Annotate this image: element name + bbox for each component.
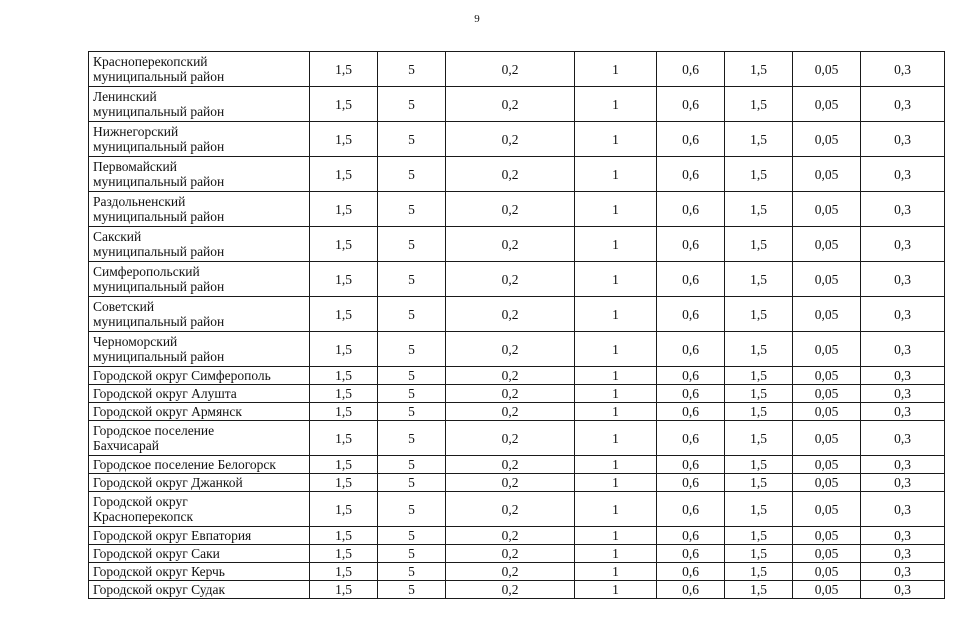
- value-cell-col-8: 0,3: [861, 492, 945, 527]
- value-cell-col-2: 5: [378, 297, 446, 332]
- table-row: [89, 297, 945, 332]
- value-cell-col-6: 1,5: [725, 421, 793, 456]
- value-cell-col-5: 0,6: [657, 527, 725, 545]
- value-cell-col-6: 1,5: [725, 545, 793, 563]
- value-cell-col-2: 5: [378, 87, 446, 122]
- value-cell-col-8: 0,3: [861, 332, 945, 367]
- value-cell-col-4: 1: [575, 297, 657, 332]
- value-cell-col-7: 0,05: [793, 403, 861, 421]
- value-cell-col-4: 1: [575, 527, 657, 545]
- territory-name-cell: [89, 332, 310, 367]
- table-row: [89, 421, 945, 456]
- value-cell-col-1: 1,5: [310, 581, 378, 599]
- value-cell-col-7: 0,05: [793, 297, 861, 332]
- value-cell-col-1: 1,5: [310, 262, 378, 297]
- territory-name-line: муниципальный район: [93, 244, 225, 259]
- value-cell-col-2: 5: [378, 122, 446, 157]
- territory-name-cell: [89, 52, 310, 87]
- territory-name-cell: [89, 545, 310, 563]
- value-cell-col-2: 5: [378, 527, 446, 545]
- value-cell-col-5: 0,6: [657, 385, 725, 403]
- value-cell-col-3: 0,2: [446, 87, 575, 122]
- value-cell-col-4: 1: [575, 545, 657, 563]
- value-cell-col-6: 1,5: [725, 52, 793, 87]
- territory-name-cell: [89, 297, 310, 332]
- table-row: [89, 87, 945, 122]
- territory-name-cell: [89, 122, 310, 157]
- value-cell-col-7: 0,05: [793, 456, 861, 474]
- territory-name-cell: [89, 227, 310, 262]
- value-cell-col-5: 0,6: [657, 122, 725, 157]
- value-cell-col-4: 1: [575, 87, 657, 122]
- value-cell-col-6: 1,5: [725, 297, 793, 332]
- value-cell-col-3: 0,2: [446, 474, 575, 492]
- territory-name-line: Первомайский: [93, 159, 177, 174]
- territory-name-cell: [89, 157, 310, 192]
- value-cell-col-3: 0,2: [446, 227, 575, 262]
- value-cell-col-6: 1,5: [725, 87, 793, 122]
- value-cell-col-4: 1: [575, 492, 657, 527]
- value-cell-col-7: 0,05: [793, 52, 861, 87]
- value-cell-col-5: 0,6: [657, 581, 725, 599]
- value-cell-col-7: 0,05: [793, 492, 861, 527]
- table-row: [89, 52, 945, 87]
- value-cell-col-7: 0,05: [793, 192, 861, 227]
- value-cell-col-7: 0,05: [793, 581, 861, 599]
- value-cell-col-2: 5: [378, 474, 446, 492]
- value-cell-col-4: 1: [575, 385, 657, 403]
- territory-name-cell: [89, 421, 310, 456]
- value-cell-col-2: 5: [378, 545, 446, 563]
- value-cell-col-5: 0,6: [657, 157, 725, 192]
- value-cell-col-4: 1: [575, 192, 657, 227]
- value-cell-col-4: 1: [575, 262, 657, 297]
- value-cell-col-8: 0,3: [861, 122, 945, 157]
- value-cell-col-3: 0,2: [446, 456, 575, 474]
- value-cell-col-3: 0,2: [446, 403, 575, 421]
- value-cell-col-7: 0,05: [793, 227, 861, 262]
- value-cell-col-4: 1: [575, 122, 657, 157]
- value-cell-col-8: 0,3: [861, 403, 945, 421]
- territory-name-line: Симферопольский: [93, 264, 200, 279]
- value-cell-col-8: 0,3: [861, 456, 945, 474]
- value-cell-col-7: 0,05: [793, 385, 861, 403]
- value-cell-col-1: 1,5: [310, 192, 378, 227]
- value-cell-col-3: 0,2: [446, 527, 575, 545]
- territory-name-line: Городское поселение: [93, 423, 215, 438]
- value-cell-col-4: 1: [575, 52, 657, 87]
- value-cell-col-6: 1,5: [725, 527, 793, 545]
- territory-name-line: муниципальный район: [93, 279, 225, 294]
- value-cell-col-1: 1,5: [310, 87, 378, 122]
- value-cell-col-5: 0,6: [657, 456, 725, 474]
- value-cell-col-1: 1,5: [310, 545, 378, 563]
- value-cell-col-4: 1: [575, 332, 657, 367]
- territory-name-cell: [89, 262, 310, 297]
- territory-name-line: Городской округ Симферополь: [93, 368, 271, 383]
- value-cell-col-6: 1,5: [725, 122, 793, 157]
- value-cell-col-2: 5: [378, 192, 446, 227]
- value-cell-col-3: 0,2: [446, 297, 575, 332]
- territory-name-line: Бахчисарай: [93, 438, 159, 453]
- value-cell-col-7: 0,05: [793, 527, 861, 545]
- value-cell-col-5: 0,6: [657, 52, 725, 87]
- value-cell-col-2: 5: [378, 563, 446, 581]
- value-cell-col-6: 1,5: [725, 474, 793, 492]
- table-row: [89, 367, 945, 385]
- value-cell-col-7: 0,05: [793, 421, 861, 456]
- value-cell-col-6: 1,5: [725, 492, 793, 527]
- value-cell-col-8: 0,3: [861, 87, 945, 122]
- value-cell-col-1: 1,5: [310, 385, 378, 403]
- table-row: [89, 492, 945, 527]
- territory-name-cell: [89, 192, 310, 227]
- value-cell-col-7: 0,05: [793, 122, 861, 157]
- territory-name-line: Городской округ Керчь: [93, 564, 225, 579]
- territory-name-line: муниципальный район: [93, 139, 225, 154]
- territory-name-line: Красноперекопский: [93, 54, 208, 69]
- territory-name-line: Городской округ Армянск: [93, 404, 242, 419]
- value-cell-col-1: 1,5: [310, 122, 378, 157]
- value-cell-col-2: 5: [378, 157, 446, 192]
- territory-name-line: Красноперекопск: [93, 509, 194, 524]
- table-row: [89, 122, 945, 157]
- territory-name-cell: [89, 474, 310, 492]
- territory-name-cell: [89, 527, 310, 545]
- territory-name-line: Советский: [93, 299, 155, 314]
- table-row: [89, 262, 945, 297]
- territory-name-line: Городской округ Судак: [93, 582, 226, 597]
- value-cell-col-8: 0,3: [861, 545, 945, 563]
- value-cell-col-8: 0,3: [861, 421, 945, 456]
- table-row: [89, 563, 945, 581]
- value-cell-col-4: 1: [575, 367, 657, 385]
- value-cell-col-6: 1,5: [725, 157, 793, 192]
- value-cell-col-1: 1,5: [310, 367, 378, 385]
- value-cell-col-1: 1,5: [310, 403, 378, 421]
- value-cell-col-3: 0,2: [446, 367, 575, 385]
- territory-name-line: Нижнегорский: [93, 124, 179, 139]
- territory-name-line: муниципальный район: [93, 349, 225, 364]
- value-cell-col-5: 0,6: [657, 421, 725, 456]
- value-cell-col-5: 0,6: [657, 403, 725, 421]
- value-cell-col-8: 0,3: [861, 563, 945, 581]
- table-row: [89, 403, 945, 421]
- table-body: [89, 52, 945, 599]
- value-cell-col-7: 0,05: [793, 474, 861, 492]
- table-row: [89, 545, 945, 563]
- territory-name-line: Раздольненский: [93, 194, 186, 209]
- value-cell-col-6: 1,5: [725, 262, 793, 297]
- territory-name-cell: [89, 403, 310, 421]
- territory-name-cell: [89, 581, 310, 599]
- value-cell-col-6: 1,5: [725, 227, 793, 262]
- value-cell-col-6: 1,5: [725, 385, 793, 403]
- value-cell-col-1: 1,5: [310, 474, 378, 492]
- value-cell-col-3: 0,2: [446, 262, 575, 297]
- rates-table: [88, 51, 945, 599]
- territory-name-line: муниципальный район: [93, 104, 225, 119]
- value-cell-col-6: 1,5: [725, 403, 793, 421]
- territory-name-cell: [89, 385, 310, 403]
- territory-name-line: Городской округ: [93, 494, 188, 509]
- value-cell-col-8: 0,3: [861, 157, 945, 192]
- value-cell-col-8: 0,3: [861, 297, 945, 332]
- value-cell-col-8: 0,3: [861, 581, 945, 599]
- value-cell-col-3: 0,2: [446, 492, 575, 527]
- value-cell-col-4: 1: [575, 227, 657, 262]
- table-row: [89, 456, 945, 474]
- territory-name-line: Городской округ Алушта: [93, 386, 237, 401]
- value-cell-col-7: 0,05: [793, 563, 861, 581]
- value-cell-col-4: 1: [575, 456, 657, 474]
- value-cell-col-3: 0,2: [446, 563, 575, 581]
- value-cell-col-7: 0,05: [793, 367, 861, 385]
- value-cell-col-3: 0,2: [446, 192, 575, 227]
- value-cell-col-8: 0,3: [861, 474, 945, 492]
- value-cell-col-6: 1,5: [725, 581, 793, 599]
- value-cell-col-4: 1: [575, 421, 657, 456]
- table-row: [89, 581, 945, 599]
- value-cell-col-3: 0,2: [446, 545, 575, 563]
- value-cell-col-8: 0,3: [861, 52, 945, 87]
- territory-name-cell: [89, 87, 310, 122]
- value-cell-col-5: 0,6: [657, 262, 725, 297]
- value-cell-col-2: 5: [378, 403, 446, 421]
- territory-name-line: муниципальный район: [93, 174, 225, 189]
- value-cell-col-3: 0,2: [446, 332, 575, 367]
- value-cell-col-8: 0,3: [861, 262, 945, 297]
- value-cell-col-4: 1: [575, 581, 657, 599]
- territory-name-line: муниципальный район: [93, 209, 225, 224]
- value-cell-col-8: 0,3: [861, 367, 945, 385]
- value-cell-col-1: 1,5: [310, 456, 378, 474]
- table-row: [89, 385, 945, 403]
- value-cell-col-5: 0,6: [657, 563, 725, 581]
- territory-name-line: Городской округ Саки: [93, 546, 220, 561]
- value-cell-col-8: 0,3: [861, 227, 945, 262]
- territory-name-line: муниципальный район: [93, 314, 225, 329]
- value-cell-col-5: 0,6: [657, 545, 725, 563]
- territory-name-line: Сакский: [93, 229, 142, 244]
- value-cell-col-2: 5: [378, 367, 446, 385]
- value-cell-col-4: 1: [575, 563, 657, 581]
- value-cell-col-2: 5: [378, 421, 446, 456]
- table-row: [89, 332, 945, 367]
- territory-name-line: Городской округ Джанкой: [93, 475, 243, 490]
- territory-name-cell: [89, 456, 310, 474]
- value-cell-col-8: 0,3: [861, 527, 945, 545]
- value-cell-col-1: 1,5: [310, 527, 378, 545]
- value-cell-col-1: 1,5: [310, 332, 378, 367]
- value-cell-col-3: 0,2: [446, 52, 575, 87]
- value-cell-col-5: 0,6: [657, 492, 725, 527]
- table-row: [89, 192, 945, 227]
- value-cell-col-7: 0,05: [793, 262, 861, 297]
- value-cell-col-1: 1,5: [310, 563, 378, 581]
- territory-name-cell: [89, 563, 310, 581]
- table-row: [89, 157, 945, 192]
- value-cell-col-2: 5: [378, 227, 446, 262]
- value-cell-col-3: 0,2: [446, 157, 575, 192]
- value-cell-col-2: 5: [378, 492, 446, 527]
- value-cell-col-5: 0,6: [657, 192, 725, 227]
- value-cell-col-5: 0,6: [657, 87, 725, 122]
- value-cell-col-6: 1,5: [725, 367, 793, 385]
- value-cell-col-3: 0,2: [446, 385, 575, 403]
- table-row: [89, 527, 945, 545]
- value-cell-col-6: 1,5: [725, 192, 793, 227]
- value-cell-col-1: 1,5: [310, 297, 378, 332]
- value-cell-col-7: 0,05: [793, 545, 861, 563]
- value-cell-col-2: 5: [378, 385, 446, 403]
- value-cell-col-2: 5: [378, 52, 446, 87]
- value-cell-col-1: 1,5: [310, 52, 378, 87]
- table-row: [89, 474, 945, 492]
- page-number: 9: [474, 13, 480, 25]
- value-cell-col-2: 5: [378, 581, 446, 599]
- value-cell-col-1: 1,5: [310, 157, 378, 192]
- value-cell-col-1: 1,5: [310, 421, 378, 456]
- value-cell-col-1: 1,5: [310, 227, 378, 262]
- value-cell-col-8: 0,3: [861, 192, 945, 227]
- value-cell-col-4: 1: [575, 157, 657, 192]
- value-cell-col-7: 0,05: [793, 332, 861, 367]
- value-cell-col-6: 1,5: [725, 563, 793, 581]
- value-cell-col-2: 5: [378, 262, 446, 297]
- value-cell-col-1: 1,5: [310, 492, 378, 527]
- value-cell-col-5: 0,6: [657, 332, 725, 367]
- value-cell-col-5: 0,6: [657, 474, 725, 492]
- territory-name-line: Черноморский: [93, 334, 178, 349]
- value-cell-col-3: 0,2: [446, 421, 575, 456]
- value-cell-col-4: 1: [575, 474, 657, 492]
- territory-name-line: Городской округ Евпатория: [93, 528, 252, 543]
- value-cell-col-3: 0,2: [446, 122, 575, 157]
- value-cell-col-4: 1: [575, 403, 657, 421]
- value-cell-col-7: 0,05: [793, 87, 861, 122]
- value-cell-col-6: 1,5: [725, 456, 793, 474]
- territory-name-cell: [89, 367, 310, 385]
- value-cell-col-8: 0,3: [861, 385, 945, 403]
- territory-name-line: Ленинский: [93, 89, 157, 104]
- value-cell-col-7: 0,05: [793, 157, 861, 192]
- value-cell-col-5: 0,6: [657, 227, 725, 262]
- territory-name-cell: [89, 492, 310, 527]
- value-cell-col-5: 0,6: [657, 367, 725, 385]
- value-cell-col-2: 5: [378, 456, 446, 474]
- value-cell-col-6: 1,5: [725, 332, 793, 367]
- value-cell-col-5: 0,6: [657, 297, 725, 332]
- value-cell-col-3: 0,2: [446, 581, 575, 599]
- territory-name-line: Городское поселение Белогорск: [93, 457, 276, 472]
- table-row: [89, 227, 945, 262]
- territory-name-line: муниципальный район: [93, 69, 225, 84]
- value-cell-col-2: 5: [378, 332, 446, 367]
